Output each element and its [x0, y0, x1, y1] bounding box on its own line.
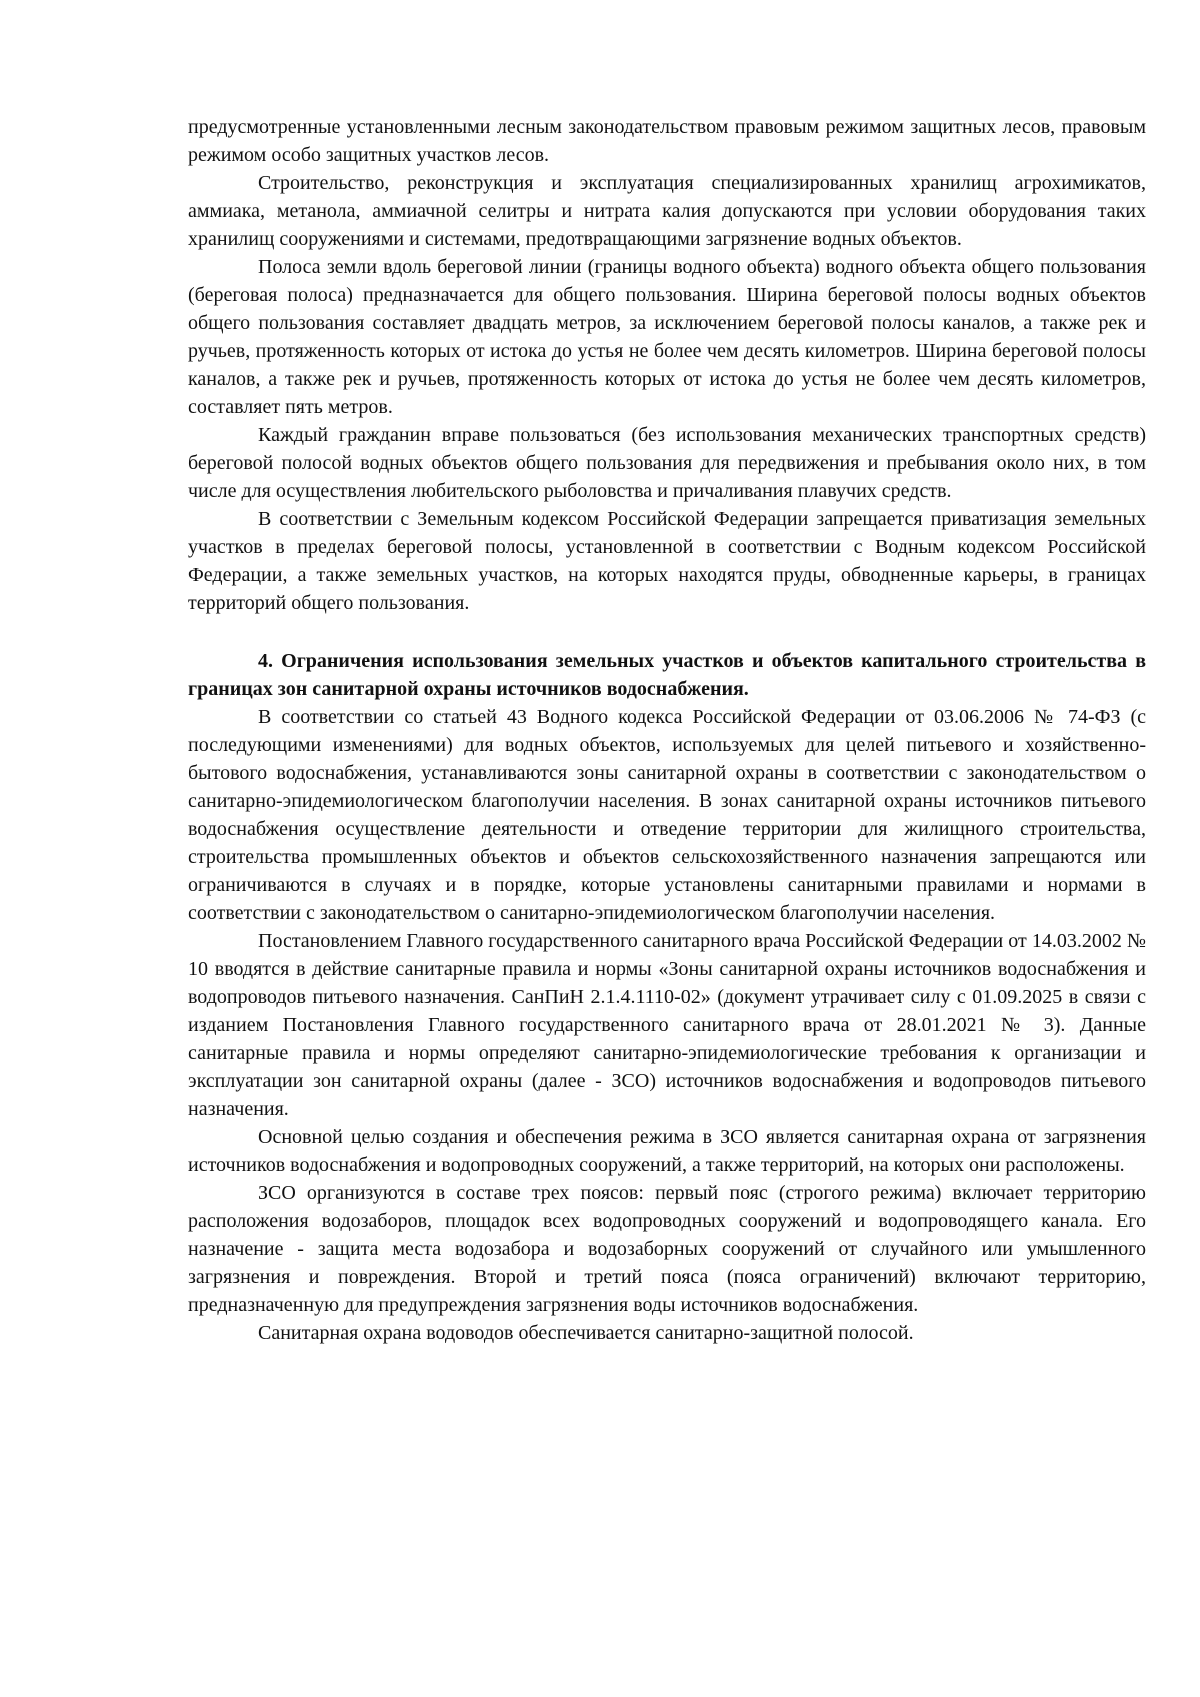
paragraph-agrochemical-storage: Строительство, реконструкция и эксплуатация специализированных хранилищ агрохимикатов, аммиака, метанола, аммиачной селитры и нитрата калия допускаются при условии оборудования таких хранилищ сооружениями и системами, предотвращающими загрязнение водных объектов.	[188, 172, 1146, 250]
paragraph-zso-main-goal: Основной целью создания и обеспечения режима в ЗСО является санитарная охрана от загрязнения источников водоснабжения и водопроводных сооружений, а также территорий, на которых они расположены.	[188, 1126, 1146, 1176]
paragraph-zso-three-belts: ЗСО организуются в составе трех поясов: первый пояс (строгого режима) включает территорию расположения водозаборов, площадок всех водопроводных сооружений и водопроводящего канала. Его назначение - защита места водозабора и водозаборных сооружений от случайного или умышленного загрязнения и повреждения. Второй и третий пояса (пояса ограничений) включают территорию, предназначенную для предупреждения загрязнения воды источников водоснабжения.	[188, 1182, 1146, 1316]
paragraph-continued-forest-regime: предусмотренные установленными лесным законодательством правовым режимом защитных лесов, правовым режимом особо защитных участков лесов.	[188, 116, 1146, 166]
section-heading-sanitary-zones: 4. Ограничения использования земельных участков и объектов капитального строительства в границах зон санитарной охраны источников водоснабжения.	[188, 650, 1146, 700]
document-page	[188, 113, 1146, 1347]
paragraph-water-conduit-protection: Санитарная охрана водоводов обеспечивается санитарно-защитной полосой.	[258, 1322, 914, 1344]
paragraph-citizen-shore-access: Каждый гражданин вправе пользоваться (без использования механических транспортных средств) береговой полосой водных объектов общего пользования для передвижения и пребывания около них, в том числе для осуществления любительского рыболовства и причаливания плавучих средств.	[188, 424, 1146, 502]
paragraph-sanpin-resolution: Постановлением Главного государственного санитарного врача Российской Федерации от 14.03.2002 № 10 вводятся в действие санитарные правила и нормы «Зоны санитарной охраны источников водоснабжения и водопроводов питьевого назначения. СанПиН 2.1.4.1110-02» (документ утрачивает силу с 01.09.2025 в связи с изданием Постановления Главного государственного санитарного врача от 28.01.2021 № 3). Данные санитарные правила и нормы определяют санитарно-эпидемиологические требования к организации и эксплуатации зон санитарной охраны (далее - ЗСО) источников водоснабжения и водопроводов питьевого назначения.	[188, 930, 1146, 1120]
paragraph-privatization-ban: В соответствии с Земельным кодексом Российской Федерации запрещается приватизация земельных участков в пределах береговой полосы, установленной в соответствии с Водным кодексом Российской Федерации, а также земельных участков, на которых находятся пруды, обводненные карьеры, в границах территорий общего пользования.	[188, 508, 1146, 614]
paragraph-water-code-article-43: В соответствии со статьей 43 Водного кодекса Российской Федерации от 03.06.2006 № 74-ФЗ (с последующими изменениями) для водных объектов, используемых для целей питьевого и хозяйственно-бытового водоснабжения, устанавливаются зоны санитарной охраны в соответствии с законодательством о санитарно-эпидемиологическом благополучии населения. В зонах санитарной охраны источников питьевого водоснабжения осуществление деятельности и отведение территории для жилищного строительства, строительства промышленных объектов и объектов сельскохозяйственного назначения запрещаются или ограничиваются в случаях и в порядке, которые установлены санитарными правилами и нормами в соответствии с законодательством о санитарно-эпидемиологическом благополучии населения.	[188, 706, 1146, 924]
paragraph-shore-strip-width: Полоса земли вдоль береговой линии (границы водного объекта) водного объекта общего пользования (береговая полоса) предназначается для общего пользования. Ширина береговой полосы водных объектов общего пользования составляет двадцать метров, за исключением береговой полосы каналов, а также рек и ручьев, протяженность которых от истока до устья не более чем десять километров. Ширина береговой полосы каналов, а также рек и ручьев, протяженность которых от истока до устья не более чем десять километров, составляет пять метров.	[188, 256, 1146, 418]
